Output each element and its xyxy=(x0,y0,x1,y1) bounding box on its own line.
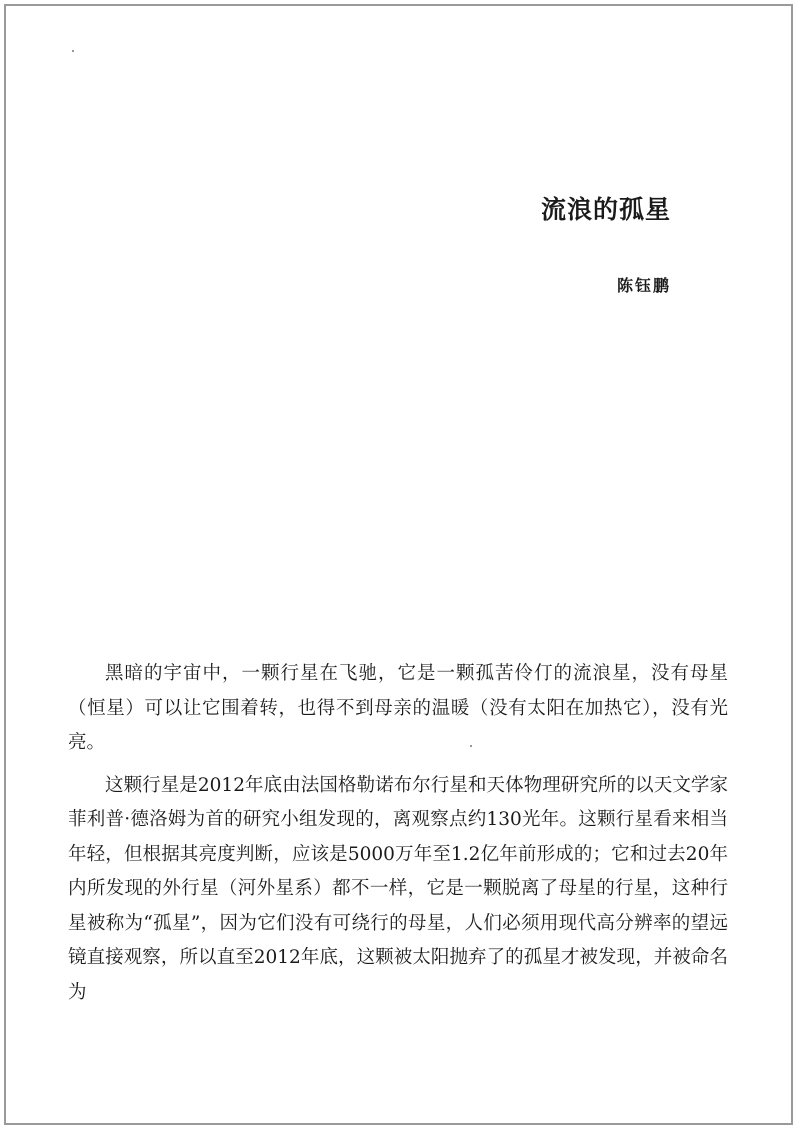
scan-speck xyxy=(72,50,74,52)
paragraph: 黑暗的宇宙中，一颗行星在飞驰，它是一颗孤苦伶仃的流浪星，没有母星（恒星）可以让它围着转，也得不到母亲的温暖（没有太阳在加热它），没有光亮。 xyxy=(68,663,728,753)
article-author: 陈钰鹏 xyxy=(616,276,671,295)
document-page xyxy=(4,4,793,1125)
paragraph: 这颗行星是2012年底由法国格勒诺布尔行星和天体物理研究所的以天文学家菲利普·德洛姆为首的研究小组发现的，离观察点约130光年。这颗行星看来相当年轻，但根据其亮度判断，应该是5000万年至1.2亿年前形成的；它和过去20年内所发现的外行星（河外星系）都不一样，它是一颗脱离了母星的行星，这种行星被称为“孤星”，因为它们没有可绕行的母星，人们必须用现代高分辨率的望远镜直接观察，所以直至2012年底，这颗被太阳抛弃了的孤星才被发现，并被命名为 xyxy=(68,774,728,1003)
article-body xyxy=(68,657,728,1018)
article-title: 流浪的孤星 xyxy=(540,195,671,224)
